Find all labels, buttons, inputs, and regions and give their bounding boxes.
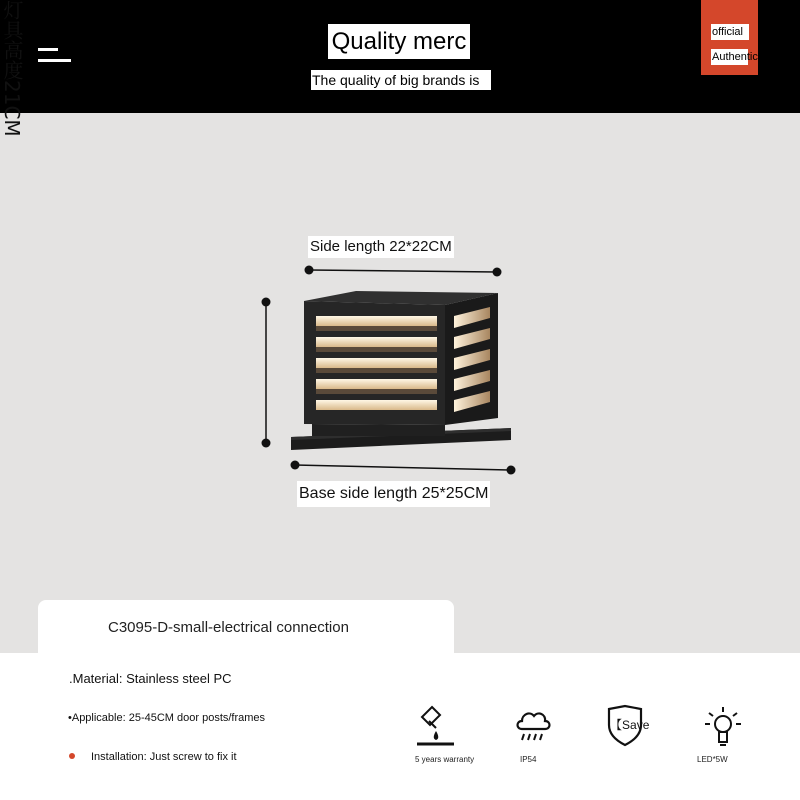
badge-official-text: official [711,24,749,40]
rain-cloud-icon [514,707,554,747]
ip-rating-label: IP54 [520,755,537,764]
warranty-icon [414,705,458,749]
save-label-text: Save [622,718,650,732]
save-label: 【Save [610,718,650,732]
led-power-label: LED*5W [697,755,728,764]
spec-installation: Installation: Just screw to fix it [91,751,237,763]
page-title: Quality merc [328,24,470,59]
base-length-line [291,461,516,475]
height-label: 灯具高度21CM [0,0,24,137]
height-label-box [0,0,24,160]
bullet-dot [69,753,75,759]
pillar-lamp-image [291,291,511,450]
badge-authentic-text: Authentic [712,51,758,63]
warranty-label: 5 years warranty [415,755,475,764]
spec-material: .Material: Stainless steel PC [69,671,232,686]
side-length-label: Side length 22*22CM [308,236,454,258]
model-name: C3095-D-small-electrical connection [108,619,349,636]
side-length-line [305,266,502,277]
bulb-icon [703,705,743,749]
base-length-label: Base side length 25*25CM [297,481,490,507]
height-line [262,298,271,448]
spec-applicable: •Applicable: 25-45CM door posts/frames [68,712,266,724]
page-subtitle: The quality of big brands is [311,70,491,90]
